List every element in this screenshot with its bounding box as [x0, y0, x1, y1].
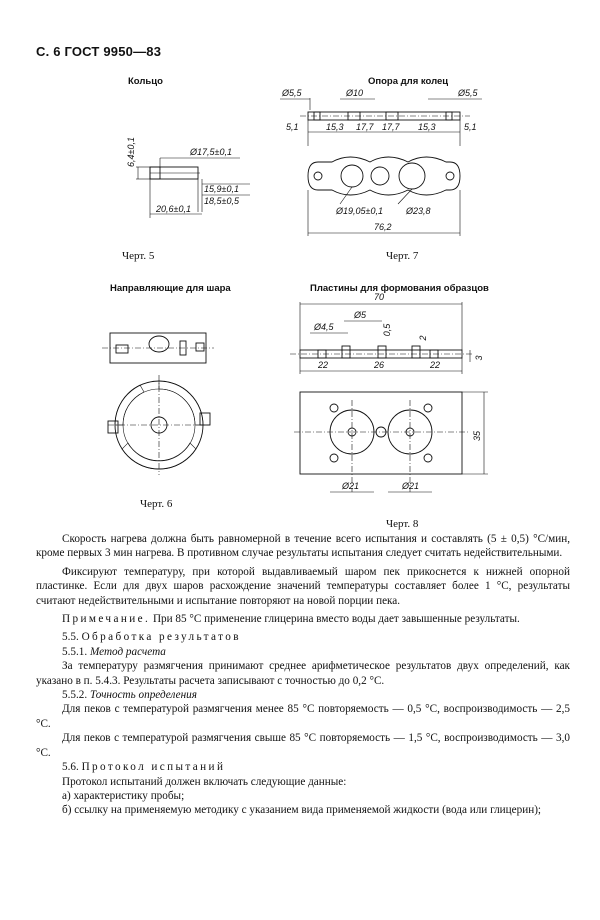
support-dim-hole-ring: Ø19,05±0,1 [336, 206, 383, 216]
guide-title: Направляющие для шара [110, 283, 231, 294]
section-5-5-1 [36, 645, 570, 659]
plates-caption: Черт. 8 [386, 518, 419, 530]
support-dim-3: 17,7 [382, 122, 400, 132]
ring-title: Кольцо [128, 76, 163, 87]
paragraph-protocol: Протокол испытаний должен включать следующие данные: [62, 775, 347, 788]
support-title: Опора для колец [368, 76, 449, 87]
support-dim-4: 15,3 [418, 122, 436, 132]
support-dim-width: 76,2 [374, 222, 392, 232]
ring-dim-206: 20,6±0,1 [156, 204, 191, 214]
page-header: С. 6 ГОСТ 9950—83 [36, 44, 162, 59]
section-5-5-1-title: Метод расчета [89, 645, 166, 658]
paragraph-heating-rate: Скорость нагрева должна быть равномерной в течение всего испытания и составлять (5 ± 0,5) °С/мин, кроме первых 3 мин нагрева. В противном случае результаты испытания следует считать недействительными. [36, 533, 570, 560]
plates-dim-b: 26 [374, 360, 385, 370]
support-dim-center-hole: Ø10 [346, 88, 364, 98]
section-5-6 [36, 760, 570, 774]
ring-drawing [100, 110, 270, 235]
note-label: Примечание. [62, 613, 151, 626]
section-5-5 [36, 630, 570, 644]
body-text [36, 532, 570, 818]
support-dim-0: 5,1 [286, 122, 299, 132]
list-item-a: а) характеристику пробы; [62, 789, 185, 802]
plates-dim-cavity-left: Ø21 [342, 481, 360, 491]
note [36, 612, 570, 626]
support-dim-1: 15,3 [326, 122, 344, 132]
support-dim-5: 5,1 [464, 122, 477, 132]
support-dim-left-hole: Ø5,5 [282, 88, 302, 98]
plates-dim-a: 22 [318, 360, 329, 370]
guide-caption: Черт. 6 [140, 498, 173, 510]
section-5-5-title: Обработка результатов [81, 631, 241, 644]
section-5-5-2-number: 5.5.2. [62, 689, 88, 702]
plates-dim-height: 35 [472, 430, 482, 442]
ring-caption: Черт. 5 [122, 250, 155, 262]
support-drawing [270, 86, 500, 236]
ring-dim-159: 15,9±0,1 [204, 184, 239, 194]
plates-dim-width: 70 [374, 292, 385, 302]
plates-dim-2: 2 [418, 335, 428, 341]
paragraph-precision-low: Для пеков с температурой размягчения менее 85 °С повторяемость — 0,5 °С, воспроизводимость — 2,5 °С. [36, 703, 570, 730]
section-5-5-2-title: Точность определения [89, 689, 197, 702]
note-text: При 85 °С применение глицерина вместо воды дает завышенные результаты. [152, 613, 520, 626]
plates-dim-pin: Ø5 [354, 310, 367, 320]
section-5-6-number: 5.6. [62, 761, 79, 774]
ring-dim-inner-diameter: Ø17,5±0,1 [190, 147, 232, 157]
plates-dim-cavity-right: Ø21 [402, 481, 420, 491]
paragraph-precision-high: Для пеков с температурой размягчения свыше 85 °С повторяемость — 1,5 °С, воспроизводимость — 3,0 °С. [36, 732, 570, 759]
ring-dim-185: 18,5±0,5 [204, 196, 239, 206]
plates-title: Пластины для формования образцов [310, 283, 489, 294]
plates-dim-thickness: 3 [474, 355, 484, 361]
section-5-6-title: Протокол испытаний [81, 761, 226, 774]
list-item-b: б) ссылку на применяемую методику с указанием вида применяемой жидкости (вода или глицерин); [62, 804, 542, 817]
plates-dim-hole: Ø4,5 [314, 322, 334, 332]
section-5-5-1-number: 5.5.1. [62, 645, 88, 658]
support-caption: Черт. 7 [386, 250, 419, 262]
support-dim-2: 17,7 [356, 122, 374, 132]
support-dim-right-hole: Ø5,5 [458, 88, 478, 98]
ring-dim-height: 6,4±0,1 [126, 137, 136, 167]
paragraph-fix-temperature: Фиксируют температуру, при которой выдавливаемый шаром пек прикоснется к нижней опорной пластинке. Если для двух шаров расхождение значений температуры составляет более 1 °С, результаты считают недействительными и испытание повторяют на новой порции пека. [36, 565, 570, 607]
paragraph-calculation: За температуру размягчения принимают среднее арифметическое результатов двух определений, как указано в п. 5.4.3. Результаты расчета записывают с точностью до 0,2 °С. [36, 660, 570, 687]
guide-drawing [100, 325, 230, 475]
plates-dim-c: 22 [430, 360, 441, 370]
plates-dim-05: 0,5 [382, 323, 392, 337]
section-5-5-number: 5.5. [62, 631, 79, 644]
section-5-5-2 [36, 688, 570, 702]
plates-drawing [270, 292, 500, 502]
support-dim-hole-large: Ø23,8 [406, 206, 431, 216]
